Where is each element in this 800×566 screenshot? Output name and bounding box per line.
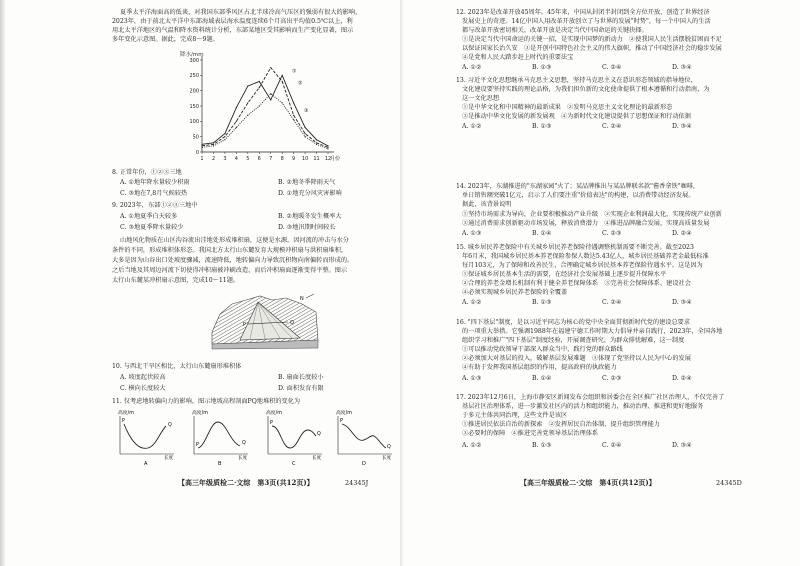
endpoint-label: P — [340, 419, 343, 424]
profile-chart-c[interactable] — [260, 408, 330, 466]
option-label: C — [292, 461, 296, 466]
passage1-line: 多年变化示意图。据此，完成8～9题。 — [112, 36, 219, 43]
q16-line: ②必须加大对基层的投入，破解基层发展难题 ③体现了党坚持以人民为中心的发展 — [462, 355, 691, 362]
q14-line: 14. 2023年，东湖推进的"东湖家园"火了；某品牌推出与某品牌联名款"酱香拿铁"咖啡， — [456, 183, 700, 190]
chart-y-tick-label: 150 — [189, 103, 199, 110]
q16-option-b[interactable]: B. ①④ — [532, 375, 552, 382]
chart-point — [236, 107, 237, 108]
chart-point — [270, 67, 271, 68]
q13-option-c[interactable]: C. ②④ — [602, 123, 622, 130]
q13-line: 文化建设要坚持实践的理论品格，为我们担负新的文化使命提供了根本遵循和行动指南，为 — [462, 86, 710, 93]
chart-point — [224, 139, 225, 140]
chart-point — [247, 85, 248, 86]
endpoint-label: Q — [317, 432, 321, 437]
q14-line: ①坚持市场需求为导向，企业要积极推动产业升级 ②实现企业利润最大化，实现传统产业创新 — [462, 211, 722, 218]
chart-point — [213, 144, 214, 145]
chart-point — [327, 145, 328, 146]
q13-line: 这一文化思想 — [462, 95, 500, 102]
chart-x-tick-label: 8 — [280, 156, 284, 162]
chart-x-tick-label: 7 — [269, 156, 273, 162]
profile-chart-d[interactable] — [330, 408, 400, 466]
chart-x-tick-label: 4 — [234, 156, 238, 162]
chart-point — [282, 81, 283, 82]
q16-line: 16. "四下基层"制度，是以习近平同志为核心的党中央全面贯彻新时代党的建设总要求 — [456, 319, 691, 326]
q12-line: ④是党和人民大踏步赶上时代的重要法宝 — [462, 54, 574, 61]
endpoint-label: P — [122, 419, 125, 424]
chart-point — [201, 145, 202, 146]
chart-point — [259, 105, 260, 106]
chart-point — [270, 99, 271, 100]
q9-option-c[interactable]: C. ③地夏季降水量较少 — [120, 224, 184, 231]
chart-point — [327, 147, 328, 148]
q17-option-d[interactable]: D. ③④ — [672, 442, 692, 449]
page-code: 24345D — [716, 479, 742, 487]
q15-line: ④必须实现城乡居民养老保险的全覆盖 — [462, 289, 568, 296]
q10-option-b[interactable]: B. 扇面长度较小 — [278, 374, 324, 381]
axis-label: 高度/m — [266, 411, 282, 416]
chart-point — [236, 121, 237, 122]
chart-x-tick-label: 6 — [257, 156, 261, 162]
chart-series — [201, 67, 328, 149]
endpoint-label: P — [270, 421, 273, 426]
q8-stem: 8. 正常年份，①②③三地 — [112, 169, 182, 176]
map-label-q: Q — [290, 320, 294, 326]
q12-option-a[interactable]: A. ①② — [462, 64, 482, 71]
passage2-line: 大多是因为山谷出口处坡度骤减，流速降低，地转偏向力导致沉积物向南偏转而形成的。 — [112, 257, 354, 264]
q13-option-b[interactable]: B. ①③ — [532, 123, 552, 130]
chart-x-tick-label: 10 — [301, 156, 309, 162]
passage2-line: 条件的不同，形成堆积体形态。我国北方太行山东麓发育大规模冲积扇与洪积扇堆积， — [112, 247, 348, 254]
chart-x-tick-label: 9 — [292, 156, 296, 162]
page-code: 24345J — [345, 479, 369, 487]
q15-line: 每月103元，为了保障和改善民生，合理确定城乡居民基本养老保险待遇水平。这是因为 — [462, 262, 703, 269]
passage1-line: 用北太平洋地区的气温和降水资料统计分析，东部某地区受其影响而生产变化显著，图示 — [112, 27, 354, 34]
page-footer: 【高三年级质检二·文综 第3页(共12页)】 — [178, 478, 314, 487]
q16-line: ④有助于发挥我国基层组织的作用，提高政府的执政能力 — [462, 364, 617, 371]
q12-line: 以保证国家长治久安 ③是开创中国特色社会主义的伟大旗帜，推动了中国经济社会的稳步发展 — [462, 45, 722, 52]
q16-option-c[interactable]: C. ②③ — [602, 375, 622, 382]
q8-option-b[interactable]: B. ②地冬季降雨天气 — [278, 179, 336, 186]
map-label-p: P — [243, 322, 247, 328]
chart-x-tick-label: 12 — [324, 156, 332, 162]
q17-line: 17. 2023年12月6日，上海市静安区新闻发布会组织和居委会在全区推广社区治理人，不仅完善了 — [456, 394, 725, 401]
chart-point — [293, 115, 294, 116]
chart-point — [213, 142, 214, 143]
chart-series-label: ① — [292, 68, 297, 75]
endpoint-label: Q — [387, 445, 391, 450]
endpoint-label: P — [196, 443, 199, 448]
q16-option-d[interactable]: D. ②④ — [672, 375, 692, 382]
chart-point — [316, 139, 317, 140]
chart-point — [213, 145, 214, 146]
chart-point — [247, 102, 248, 103]
q8-option-a[interactable]: A. ①地年降水量较少积雨 — [120, 179, 190, 186]
chart-y-tick-label: 250 — [189, 73, 199, 80]
q15-option-c[interactable]: C. ②④ — [602, 299, 622, 306]
chart-x-tick-label: 1 — [200, 156, 204, 162]
chart-series-line-1 — [202, 75, 328, 146]
chart-point — [316, 142, 317, 143]
q9-option-d[interactable]: D. ③地汛期时间较长 — [278, 224, 336, 231]
precipitation-chart — [178, 48, 348, 164]
q12-line: 12. 2023年是改革开放45周年。45年来，中国从封闭半封闭到全方位开放，创造了世界经济 — [456, 9, 710, 16]
q12-line: ①是决定当代中国命运的关键一招，是实现中国梦的新动力 ②使我国人民生活摆脱贫困而不足 — [462, 36, 722, 43]
q15-line: 年6月末，我国城乡居民基本养老保险参保人数达5.43亿人，城乡居民基础养老金最低标准 — [462, 253, 709, 260]
chart-point — [224, 136, 225, 137]
q15-line: 15. 城乡居民养老保险中有关城乡居民养老保险待遇调整机制需要不断完善。截至2023 — [456, 244, 694, 251]
q17-option-b[interactable]: B. ①③ — [532, 442, 552, 449]
chart-point — [259, 87, 260, 88]
axis-label: 长度 — [382, 456, 392, 461]
profile-chart-b[interactable] — [186, 408, 256, 466]
q14-option-d[interactable]: D. ②④ — [672, 230, 692, 237]
chart-point — [304, 127, 305, 128]
q13-option-d[interactable]: D. ③④ — [672, 123, 692, 130]
q10-option-a[interactable]: A. 坡度起伏较高 — [120, 374, 166, 381]
axis-label: 长度 — [164, 456, 174, 461]
chart-y-tick-label: 200 — [189, 88, 199, 95]
chart-point — [259, 81, 260, 82]
q14-line: ③通过消费需求创新驱动市场发展，释放消费潜力 ④推进品牌融合发展，实现高质量发展 — [462, 220, 710, 227]
q13-line: ③是推动中华文化发展的新发展观 ④为新时代文化建设提供了思想保证和行动依据 — [462, 113, 691, 120]
chart-ylabel: 降水/mm — [180, 52, 204, 58]
q14-option-b[interactable]: B. ①④ — [532, 230, 552, 237]
q15-line: ②合理的养老金增长机制有利于健全养老保障体系 ③完善社会保障体系，建设社会 — [462, 280, 691, 287]
q12-option-c[interactable]: C. ②④ — [602, 64, 622, 71]
q17-line: ①推进居民依法自治的新探索 ②发挥居民自治体制，提升组织管理能力 — [462, 421, 660, 428]
right-page — [400, 0, 800, 566]
endpoint-label: Q — [168, 423, 172, 428]
chart-x-tick-label: 11 — [313, 156, 320, 162]
chart-series-label: ② — [298, 80, 303, 87]
chart-series-label: ③ — [304, 107, 309, 114]
chart-series-line-2 — [202, 68, 328, 148]
chart-point — [247, 115, 248, 116]
q15-option-a[interactable]: A. ①② — [462, 299, 482, 306]
chart-y-tick-label: 0 — [195, 149, 199, 156]
chart-point — [201, 144, 202, 145]
chart-x-tick-label: 2 — [211, 156, 216, 162]
q12-option-d[interactable]: D. ③④ — [672, 64, 692, 71]
chart-point — [224, 133, 225, 134]
q14-line: 据此，该背景说明 — [462, 201, 512, 208]
option-label: A — [144, 461, 148, 466]
chart-point — [282, 75, 283, 76]
chart-axes — [189, 56, 340, 162]
chart-point — [304, 136, 305, 137]
page-footer: 【高三年级质检二·文综 第4页(共12页)】 — [520, 478, 656, 487]
chart-x-tick-label: 5 — [246, 156, 250, 162]
passage2-line: 山地风化物质在山区沟谷流出洼地处形成堆积扇，这便是水源，因河流的冲击与水分 — [120, 237, 349, 244]
chart-y-tick-label: 50 — [192, 134, 199, 141]
chart-y-tick-label: 300 — [189, 57, 199, 64]
alluvial-fan-illustration — [210, 292, 320, 350]
q10-option-d[interactable]: D. 面积发育有限 — [278, 385, 324, 392]
q10-stem: 10. 与西北干旱区相比，太行山东麓扇形堆积体 — [112, 363, 242, 370]
q14-line: 单日销售额突破1亿元，启示了人们要注重"价值表达"的构建，以消费带动经济发展。 — [462, 192, 695, 199]
q16-line: 的一项重大举措。它强调1988年在福建宁德工作时期大力倡导并亲自践行，2023年，全国各地 — [462, 328, 723, 335]
q12-line: 都与改革开放密切相关，改革开放是决定当代中国命运的关键抉择。 — [462, 27, 648, 34]
page-shadow — [400, 0, 404, 566]
passage1-line: 夏季太平洋海面高的低谈，对我国东部季风区占北半球冷高气压区的强弱有很大的影响， — [120, 9, 362, 16]
chart-point — [327, 148, 328, 149]
profile-chart-a[interactable] — [112, 408, 182, 466]
chart-point — [236, 127, 237, 128]
q9-option-a[interactable]: A. ①地夏季白天较多 — [120, 213, 178, 220]
q11-stem: 11. 仅考虑地转偏向力的影响，图示地坡高程剖面PQ地堆积的变化为 — [112, 398, 301, 405]
q15-line: ①保证城乡居民基本生活的需要，在经济社会发展基础上逐步提升保障水平 — [462, 271, 667, 278]
q17-line: 基层社区治理体系，进一步激发社区内的活力和组织能力，推动治理、推进和更好地服务 — [462, 403, 704, 410]
chart-x-tick-label: 3 — [223, 156, 227, 162]
passage1-line: 2023年，由于前北太平洋中东部海域表层海水温度连续6个月高出平均值0.5℃以上，利 — [112, 18, 353, 25]
q17-option-a[interactable]: A. ①② — [462, 442, 482, 449]
q17-option-c[interactable]: C. ②④ — [602, 442, 622, 449]
axis-label: 高度/m — [118, 411, 134, 416]
q13-line: ①是中华文化和中国精神的最新成果 ②发明马克思主义文化理论的最新形态 — [462, 104, 673, 111]
q8-option-c[interactable]: C. ③地在7,8月气候较热 — [120, 190, 188, 197]
q10-option-c[interactable]: C. 横向长度较大 — [120, 385, 166, 392]
axis-label: 长度 — [312, 456, 322, 461]
option-label: B — [218, 461, 222, 466]
chart-series-line-3 — [202, 94, 328, 149]
q15-option-b[interactable]: B. ①③ — [532, 299, 552, 306]
chart-y-tick-label: 100 — [189, 119, 199, 126]
chart-point — [316, 144, 317, 145]
passage2-line: 之后当地及其周边河流下切使得冲积扇被冲刷改造，而后冲积扇面逐渐变得平整。图示 — [112, 267, 348, 274]
page-shadow — [0, 0, 6, 566]
chart-point — [270, 93, 271, 94]
map-label-north: N — [300, 296, 304, 302]
q17-line: ③必要时的保障 ④推进完善党领导基层治理体系 — [462, 430, 599, 437]
q16-line: 组织学习和推广"四下基层"制度经验，开展调查研究，为群众排忧解难，这一制度 — [462, 337, 685, 344]
q15-option-d[interactable]: D. ③④ — [672, 299, 692, 306]
q14-option-c[interactable]: C. ②③ — [602, 230, 622, 237]
q9-option-b[interactable]: B. ②地暖冬发生概率大 — [278, 213, 342, 220]
axis-label: 高度/m — [192, 411, 208, 416]
q12-option-b[interactable]: B. ①③ — [532, 64, 552, 71]
axis-label: 高度/m — [336, 411, 352, 416]
chart-xlabel: 月份 — [330, 156, 341, 162]
chart-point — [293, 102, 294, 103]
q9-stem: 9. 2023年，东部①②③三地中 — [112, 202, 198, 209]
q16-option-a[interactable]: A. ①③ — [462, 375, 482, 382]
q12-line: 发展史上的奇迹。14亿中国人用改革开放创立了与世界的发展"时势"，每一个中国人的生活 — [462, 18, 711, 25]
q13-line: 13. 习近平文化思想继承马克思主义思想，坚持马克思主义在意识形态领域的指导地位， — [456, 77, 697, 84]
q8-option-d[interactable]: D. ①地充分风灾害影响 — [278, 190, 342, 197]
endpoint-label: Q — [242, 441, 246, 446]
q16-line: ①可以推动党政领导干部深入群众当中，践行党的群众路线 — [462, 346, 623, 353]
axis-label: 长度 — [238, 456, 248, 461]
chart-point — [201, 147, 202, 148]
chart-point — [293, 119, 294, 120]
passage2-line: 太行山东麓某冲积扇示意图，完成10～11题。 — [112, 277, 240, 284]
q13-option-a[interactable]: A. ①② — [462, 123, 482, 130]
chart-point — [282, 102, 283, 103]
chart-point — [304, 133, 305, 134]
q14-option-a[interactable]: A. ①③ — [462, 230, 482, 237]
option-label: D — [362, 461, 366, 466]
q17-line: 于多元主体共同治理，这些文件是该区 — [462, 412, 568, 419]
